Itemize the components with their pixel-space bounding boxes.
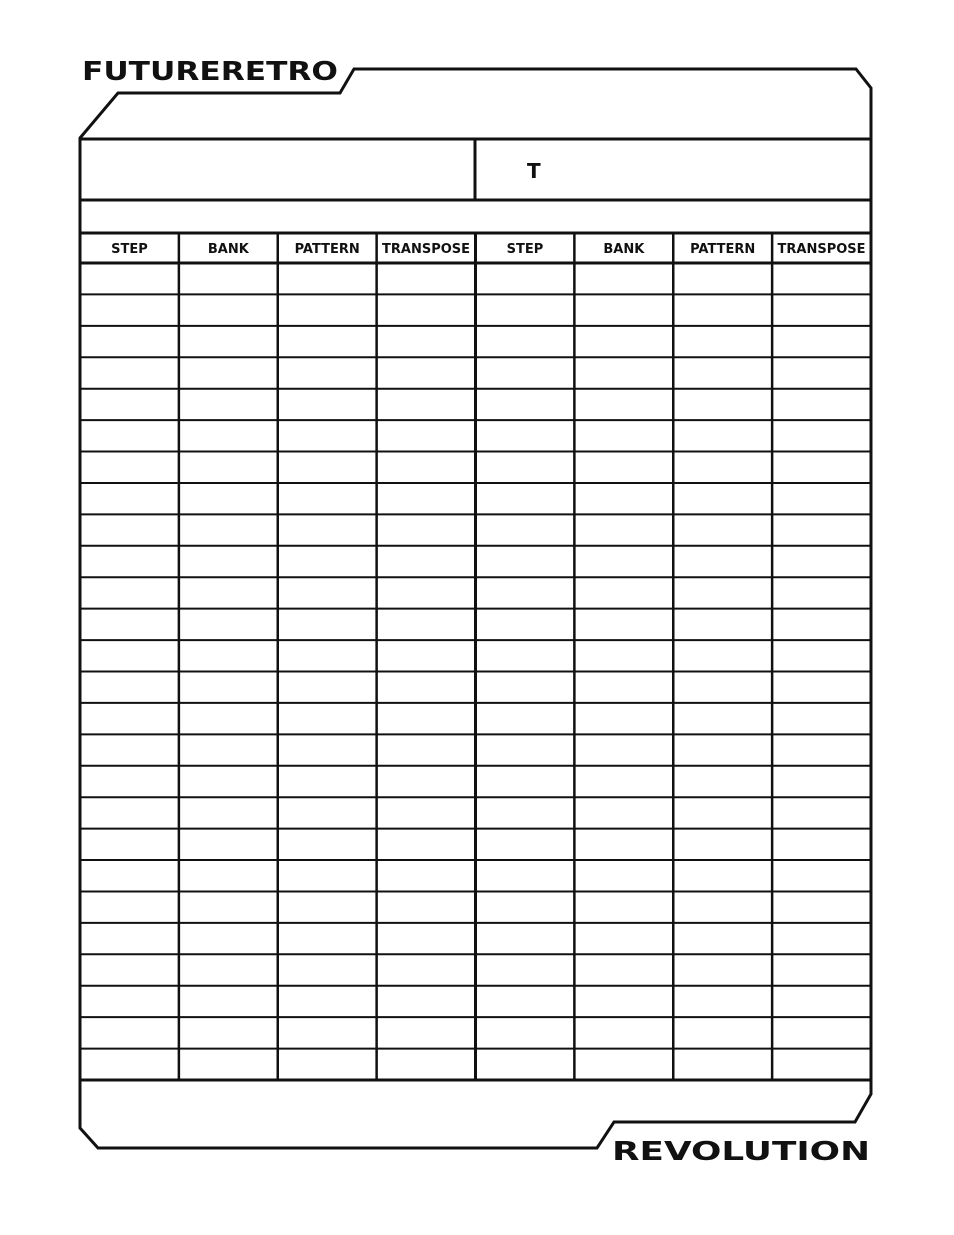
- table-cell: [774, 516, 869, 543]
- table-cell: [478, 265, 573, 292]
- table-cell: [181, 768, 276, 795]
- table-cell: [576, 642, 671, 669]
- table-cell: [379, 391, 474, 418]
- table-cell: [181, 925, 276, 952]
- table-cell: [675, 642, 770, 669]
- right-field-label: T: [527, 159, 541, 183]
- table-cell: [576, 422, 671, 449]
- table-cell: [280, 705, 375, 732]
- table-cell: [82, 422, 177, 449]
- table-cell: [576, 925, 671, 952]
- table-cell: [774, 265, 869, 292]
- table-cell: [478, 1019, 573, 1046]
- table-cell: [379, 579, 474, 606]
- table-cell: [675, 862, 770, 889]
- table-cell: [478, 391, 573, 418]
- table-cell: [478, 328, 573, 355]
- table-cell: [181, 988, 276, 1015]
- table-cell: [774, 799, 869, 826]
- table-cell: [280, 736, 375, 763]
- table-cell: [379, 642, 474, 669]
- table-cell: [280, 296, 375, 323]
- table-cell: [82, 454, 177, 481]
- table-cell: [576, 674, 671, 701]
- table-cell: [478, 1051, 573, 1078]
- step-table: [80, 233, 871, 1080]
- table-cell: [379, 359, 474, 386]
- table-cell: [478, 642, 573, 669]
- table-cell: [675, 956, 770, 983]
- table-cell: [675, 548, 770, 575]
- table-cell: [774, 548, 869, 575]
- table-cell: [379, 328, 474, 355]
- table-cell: [379, 674, 474, 701]
- table-cell: [774, 359, 869, 386]
- table-cell: [576, 391, 671, 418]
- table-cell: [774, 485, 869, 512]
- table-cell: [576, 516, 671, 543]
- table-cell: [576, 265, 671, 292]
- table-cell: [280, 1051, 375, 1078]
- table-cell: [478, 705, 573, 732]
- table-cell: [576, 831, 671, 858]
- table-cell: [774, 611, 869, 638]
- table-cell: [82, 705, 177, 732]
- table-cell: [576, 1019, 671, 1046]
- table-cell: [478, 674, 573, 701]
- table-cell: [774, 705, 869, 732]
- table-cell: [774, 422, 869, 449]
- table-cell: [576, 579, 671, 606]
- table-cell: [181, 454, 276, 481]
- table-cell: [181, 1019, 276, 1046]
- table-cell: [478, 611, 573, 638]
- table-cell: [379, 831, 474, 858]
- table-cell: [379, 485, 474, 512]
- table-cell: [280, 579, 375, 606]
- table-cell: [379, 1051, 474, 1078]
- table-cell: [280, 422, 375, 449]
- table-cell: [675, 296, 770, 323]
- table-cell: [379, 611, 474, 638]
- table-cell: [478, 485, 573, 512]
- table-cell: [280, 548, 375, 575]
- table-cell: [774, 328, 869, 355]
- table-cell: [181, 548, 276, 575]
- table-cell: [280, 454, 375, 481]
- table-cell: [675, 925, 770, 952]
- table-cell: [675, 391, 770, 418]
- table-cell: [675, 1019, 770, 1046]
- table-cell: [478, 988, 573, 1015]
- table-cell: [82, 862, 177, 889]
- table-cell: [280, 328, 375, 355]
- table-cell: [774, 768, 869, 795]
- table-cell: [181, 736, 276, 763]
- column-header: BANK: [603, 242, 645, 257]
- table-cell: [675, 454, 770, 481]
- column-header: PATTERN: [690, 242, 756, 257]
- table-cell: [82, 391, 177, 418]
- table-cell: [82, 516, 177, 543]
- table-cell: [379, 988, 474, 1015]
- table-cell: [82, 328, 177, 355]
- revolution-logo: REVOLUTION: [612, 1137, 870, 1167]
- table-cell: [181, 485, 276, 512]
- table-cell: [576, 705, 671, 732]
- table-cell: [82, 485, 177, 512]
- table-cell: [181, 328, 276, 355]
- table-cell: [478, 893, 573, 920]
- table-cell: [82, 893, 177, 920]
- table-cell: [379, 548, 474, 575]
- table-cell: [675, 359, 770, 386]
- table-cell: [774, 893, 869, 920]
- table-cell: [774, 579, 869, 606]
- table-cell: [82, 925, 177, 952]
- table-cell: [774, 674, 869, 701]
- table-cell: [675, 422, 770, 449]
- table-cell: [379, 925, 474, 952]
- table-cell: [280, 988, 375, 1015]
- table-cell: [675, 485, 770, 512]
- futureretro-logo: FUTURERETRO: [82, 57, 338, 87]
- table-cell: [379, 454, 474, 481]
- table-cell: [478, 862, 573, 889]
- table-cell: [82, 956, 177, 983]
- table-cell: [478, 768, 573, 795]
- table-cell: [774, 1051, 869, 1078]
- table-cell: [576, 768, 671, 795]
- table-cell: [181, 831, 276, 858]
- table-cell: [82, 768, 177, 795]
- table-cell: [280, 359, 375, 386]
- table-cell: [280, 768, 375, 795]
- table-cell: [181, 862, 276, 889]
- table-cell: [82, 674, 177, 701]
- column-header: TRANSPOSE: [382, 242, 471, 257]
- table-cell: [576, 454, 671, 481]
- table-cell: [774, 988, 869, 1015]
- table-cell: [774, 391, 869, 418]
- table-cell: [478, 454, 573, 481]
- table-cell: [379, 265, 474, 292]
- table-cell: [280, 611, 375, 638]
- table-cell: [82, 988, 177, 1015]
- table-cell: [774, 831, 869, 858]
- table-cell: [675, 988, 770, 1015]
- table-cell: [478, 925, 573, 952]
- table-cell: [181, 1051, 276, 1078]
- table-cell: [774, 925, 869, 952]
- table-cell: [82, 548, 177, 575]
- table-cell: [478, 956, 573, 983]
- table-cell: [576, 988, 671, 1015]
- table-cell: [82, 265, 177, 292]
- table-cell: [379, 422, 474, 449]
- table-cell: [280, 391, 375, 418]
- table-cell: [478, 548, 573, 575]
- table-cell: [379, 893, 474, 920]
- table-cell: [181, 611, 276, 638]
- table-cell: [478, 736, 573, 763]
- table-cell: [675, 1051, 770, 1078]
- table-cell: [576, 296, 671, 323]
- table-cell: [181, 516, 276, 543]
- table-cell: [280, 831, 375, 858]
- table-cell: [576, 548, 671, 575]
- table-cell: [675, 674, 770, 701]
- table-cell: [181, 893, 276, 920]
- table-cell: [280, 642, 375, 669]
- table-cell: [774, 736, 869, 763]
- table-cell: [280, 893, 375, 920]
- table-cell: [280, 862, 375, 889]
- table-cell: [181, 422, 276, 449]
- table-cell: [379, 862, 474, 889]
- table-cell: [379, 736, 474, 763]
- table-cell: [82, 579, 177, 606]
- table-cell: [478, 359, 573, 386]
- table-cell: [379, 705, 474, 732]
- table-cell: [181, 799, 276, 826]
- table-cell: [774, 642, 869, 669]
- table-cell: [181, 359, 276, 386]
- table-cell: [181, 296, 276, 323]
- column-header: TRANSPOSE: [777, 242, 866, 257]
- table-cell: [280, 674, 375, 701]
- table-cell: [181, 579, 276, 606]
- table-cell: [675, 705, 770, 732]
- table-cell: [181, 705, 276, 732]
- table-cell: [82, 736, 177, 763]
- table-cell: [675, 893, 770, 920]
- table-cell: [478, 422, 573, 449]
- table-cell: [774, 296, 869, 323]
- table-cell: [379, 768, 474, 795]
- table-cell: [280, 265, 375, 292]
- table-cell: [576, 485, 671, 512]
- table-cell: [280, 516, 375, 543]
- table-cell: [82, 831, 177, 858]
- table-cell: [576, 328, 671, 355]
- table-cell: [82, 611, 177, 638]
- table-cell: [379, 1019, 474, 1046]
- table-cell: [675, 328, 770, 355]
- table-cell: [280, 799, 375, 826]
- table-cell: [675, 516, 770, 543]
- table-cell: [82, 799, 177, 826]
- table-cell: [181, 391, 276, 418]
- table-cell: [82, 1051, 177, 1078]
- table-cell: [82, 359, 177, 386]
- table-cell: [478, 296, 573, 323]
- table-cell: [576, 862, 671, 889]
- table-cell: [675, 579, 770, 606]
- table-cell: [280, 956, 375, 983]
- table-cell: [675, 611, 770, 638]
- table-cell: [774, 956, 869, 983]
- table-cell: [576, 956, 671, 983]
- table-cell: [82, 642, 177, 669]
- table-cell: [280, 1019, 375, 1046]
- table-cell: [478, 579, 573, 606]
- table-cell: [280, 485, 375, 512]
- table-cell: [675, 799, 770, 826]
- table-cell: [675, 831, 770, 858]
- table-cell: [675, 768, 770, 795]
- table-cell: [280, 925, 375, 952]
- column-header: PATTERN: [294, 242, 360, 257]
- column-header: STEP: [111, 242, 148, 257]
- table-cell: [576, 799, 671, 826]
- table-cell: [576, 893, 671, 920]
- table-cell: [181, 956, 276, 983]
- table-cell: [774, 454, 869, 481]
- column-header: STEP: [506, 242, 544, 257]
- table-cell: [675, 265, 770, 292]
- table-cell: [478, 799, 573, 826]
- table-cell: [181, 265, 276, 292]
- table-cell: [478, 516, 573, 543]
- table-cell: [576, 1051, 671, 1078]
- table-cell: [181, 674, 276, 701]
- table-cell: [576, 736, 671, 763]
- table-cell: [774, 1019, 869, 1046]
- table-cell: [82, 1019, 177, 1046]
- table-cell: [379, 799, 474, 826]
- table-cell: [675, 736, 770, 763]
- table-cell: [576, 611, 671, 638]
- table-cell: [82, 296, 177, 323]
- table-cell: [379, 516, 474, 543]
- table-cell: [379, 296, 474, 323]
- table-cell: [379, 956, 474, 983]
- table-cell: [576, 359, 671, 386]
- table-cell: [774, 862, 869, 889]
- table-cell: [478, 831, 573, 858]
- column-header: BANK: [207, 242, 249, 257]
- table-cell: [181, 642, 276, 669]
